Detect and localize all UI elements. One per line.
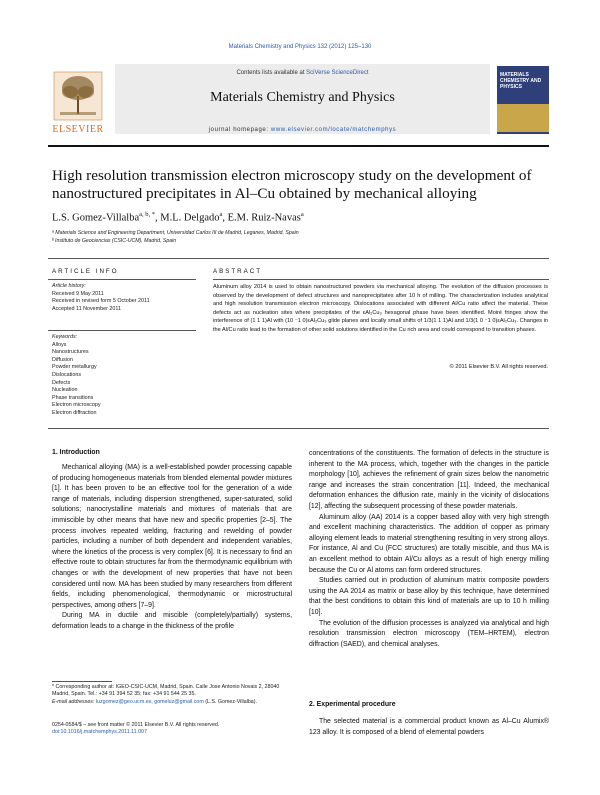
author-3[interactable]: , E.M. Ruiz-Navas [222,212,301,224]
journal-title: Materials Chemistry and Physics [210,90,395,105]
intro-right-paragraph-4: The evolution of the diffusion processes is analyzed via analytical and high resolution transmission electron microscopy (TEM–HRTEM), electron diffraction (SAED), and chemical analyses. [309,619,549,648]
keywords-label: Keywords: [52,334,78,340]
homepage-prefix: journal homepage: [208,127,271,133]
abstract-heading: ABSTRACT [213,268,263,275]
article-info-heading: ARTICLE INFO [52,268,119,275]
keywords-rule [48,330,196,331]
publisher-name: ELSEVIER [52,124,104,135]
author-2-affiliation: a [219,211,223,218]
header-rule [48,145,549,147]
keyword: Phase transitions [52,394,94,401]
keyword: Nanostructures [52,349,89,356]
keyword: Dislocations [52,371,82,378]
introduction-heading: 1. Introduction [52,449,100,456]
author-list [52,211,304,224]
keyword: Nucleation [52,387,78,394]
accepted-date: Accepted 11 November 2011 [52,305,122,312]
right-column [309,449,549,650]
author-2[interactable]: , M.L. Delgado [155,212,220,224]
author-1-affiliation: a, b, * [139,211,156,218]
journal-cover-title: MATERIALS CHEMISTRY AND PHYSICS [500,72,542,90]
author-1[interactable]: L.S. Gomez-Villalba [52,212,140,224]
footnote-rule [52,681,112,682]
journal-homepage [115,127,490,133]
intro-right-paragraph-3: Studies carried out in production of aluminum matrix composite powders using the AA 2014 as matrix or base alloy by this technique, have determined that the best conditions to obtain this kind of materials are up to 10 h milling [10]. [309,577,549,616]
abstract-text: Aluminum alloy 2014 is used to obtain nanostructured powders via mechanical alloying. The evolution of the diffusion processes is observed by the development of defect structures and nanoprecipitates after 10 h of milling. The characterization includes analytical and high resolution transmission electron microscopy. Dislocations associated with different Al/Cu ratio affect the material. These defects act as nucleation sites where precipitates of the εAl₂Cu₃ hexagonal phase have been identified. Moiré fringes show the interference of (1 1 1)Al with (10 ⁻1 0)εAl₂Cu₃ glide planes and locally small shifts of 1/3(1 1 1)Al and 1/3(1 0 ⁻1 0)εAl₂Cu₃. Changes in the Al/Cu ratio lead to the formation of other solid solutions identified in the Cu rich area and could correspond to transition phases. [213,284,548,333]
intro-right-paragraph-2: Aluminum alloy (AA) 2014 is a copper based alloy with very high strength and excellent machining characteristics. The addition of copper as primary alloying element leads to material strengthening resulting in very strong alloys. For instance, Al and Cu (FCC structures) are totally miscible, and thus MA is an excellent method to obtain Al/Cu alloys as a result of high energy milling because the Cu or Al atoms can form ordered structures. [309,513,549,574]
contents-line [115,70,490,76]
received-date: Received 9 May 2011 [52,290,104,297]
corresponding-footnote [52,684,292,706]
doi-link[interactable]: doi:10.1016/j.matchemphys.2011.11.007 [52,729,147,736]
history-label: Article history: [52,283,86,289]
corresponding-author: * Corresponding author at: IGEO-CSIC-UCM, Madrid, Spain. Calle Jose Antonio Novais 2, 28040 Madrid, Spain. Tel.: +34 91 394 52 35; fax: +34 91 544 25 35. [52,684,280,698]
intro-paragraph-2: During MA in ductile and miscible (completely/partially) systems, deformation leads to a change in the thickness of the profile [52,612,292,630]
intro-paragraph-1: Mechanical alloying (MA) is a well-established powder processing capable of producing homogeneous materials from blended elemental powder mixtures [1]. It has been proven to be an effective tool for the generation of a wide range of materials, including dispersion strengthened, super-saturated, solid solutions; nanocrystalline materials and mixtures of materials that are immiscible by other means that have new and specific properties [2–5]. The process involves repeated welding, fracturing and rewelding of powder particles, including a number of both dependent and independent variables, where the kinetics of the process is very complex [6]. It is necessary to find an effective route to obtain structures far from the thermodynamic equilibrium with changes or with the development of new properties that have not been considered until now. MA has been studied by many researchers from different fields, including phenomenological, thermodynamic or microstructural perspectives, among others [7–9]. [52,464,292,609]
keyword: Electron diffraction [52,409,97,416]
homepage-link[interactable]: www.elsevier.com/locate/matchemphys [270,127,397,133]
copyright-notice: © 2011 Elsevier B.V. All rights reserved. [449,364,548,370]
abstract-bottom-rule [48,428,549,429]
contents-prefix: Contents lists available at [236,70,307,76]
keyword: Diffusion [52,356,73,363]
keyword: Defects [52,379,71,386]
author-3-affiliation: a [300,211,304,218]
article-title: High resolution transmission electron microscopy study on the development of nanostructured precipitates in Al–Cu obtained by mechanical alloying [52,167,532,202]
article-history [52,283,212,313]
article-identifiers [52,722,292,737]
keyword: Powder metallurgy [52,364,97,371]
abstract-rule [213,279,549,280]
journal-reference[interactable]: Materials Chemistry and Physics 132 (2012) 125–130 [228,44,372,50]
issn-line: 0254-0584/$ – see front matter © 2011 Elsevier B.V. All rights reserved. [52,722,220,728]
left-column [52,463,292,633]
sciencedirect-link[interactable]: SciVerse ScienceDirect [306,70,369,76]
elsevier-tree-logo [48,68,108,130]
keywords-block [52,334,212,418]
experimental-heading: 2. Experimental procedure [309,701,396,708]
experimental-text [309,717,549,738]
email-label: E-mail addresses: [52,698,96,705]
email-suffix: (L.S. Gomez-Villalba). [203,698,257,705]
affiliation-a: ᵃ Materials Science and Engineering Department, Universidad Carlos III de Madrid, Leganes, Madrid, Spain [52,230,299,236]
journal-cover-stripe [497,104,549,132]
affiliation-b: ᵇ Instituto de Geociencias (CSIC-UCM), Madrid, Spain [52,238,177,244]
revised-date: Received in revised form 5 October 2011 [52,298,150,305]
keyword: Alloys [52,341,67,348]
email-link[interactable]: luzgomez@geo.ucm.es, gomeluz@gmail.com [95,698,204,705]
keyword: Electron microscopy [52,402,101,409]
intro-right-paragraph-1: concentrations of the constituents. The formation of defects in the structure is inherent to the MA process, which, together with the changes in the particle morphology [10], achieves the refinement of grain sizes below the nanometric range and increases the strain concentration [11]. Indeed, the mechanical deformation enhances the diffusion rate, mainly in the vicinity of dislocations [12], affecting the subsequent processing of these powder materials. [309,450,549,510]
section-rule [48,258,549,259]
info-rule [48,279,196,280]
experimental-paragraph-1: The selected material is a commercial product known as Al–Cu Alumix® 123 alloy. It is composed of a blend of elemental powders [309,718,549,736]
